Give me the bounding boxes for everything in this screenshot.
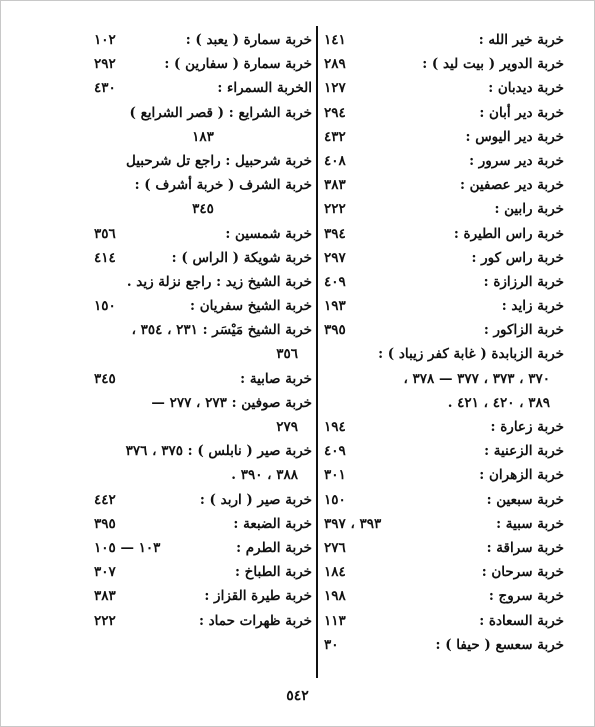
entry-name: خربة سبية : bbox=[496, 515, 564, 532]
index-entry bbox=[94, 367, 312, 391]
entry-name: خربة السعادة : bbox=[479, 612, 564, 629]
index-entry bbox=[94, 391, 312, 415]
index-entry bbox=[324, 391, 564, 415]
entry-page-ref: ١٢٧ bbox=[324, 80, 346, 97]
entry-page-ref: ٤٣٠ bbox=[94, 80, 116, 97]
entry-name: خربة صير ( اربد ) : bbox=[199, 491, 312, 508]
entry-name: خربة شرحبيل : راجع تل شرحبيل bbox=[125, 152, 312, 169]
entry-name: خربة سمارة ( سفارين ) : bbox=[164, 56, 312, 73]
index-entry bbox=[324, 488, 564, 512]
entry-name: خربة الشيخ زيد : راجع نزلة زيد . bbox=[126, 273, 312, 290]
index-entry bbox=[324, 367, 564, 391]
entry-name: خربة رابين : bbox=[494, 201, 564, 218]
entry-page-ref: ٣٩٥ bbox=[94, 515, 116, 532]
index-entry bbox=[94, 560, 312, 584]
entry-name: خربة ديدبان : bbox=[488, 80, 564, 97]
entry-name: خربة ظهرات حماد : bbox=[198, 612, 312, 629]
index-entry bbox=[324, 584, 564, 608]
entry-page-ref: ٢٢٢ bbox=[94, 612, 116, 629]
entry-name: خربة راس كور : bbox=[471, 249, 564, 266]
entry-page-ref: ٤١٤ bbox=[94, 249, 116, 266]
entry-name: ٣٤٥ bbox=[192, 201, 214, 218]
entry-name: خربة الرزازة : bbox=[483, 273, 564, 290]
index-entry bbox=[324, 101, 564, 125]
index-entry bbox=[94, 463, 312, 487]
index-entry bbox=[324, 342, 564, 366]
entry-page-ref: ١٥٠ bbox=[94, 298, 116, 315]
entry-name: خربة الشرايع : ( قصر الشرايع ) bbox=[129, 104, 312, 121]
entry-page-ref: ٢٢٢ bbox=[324, 201, 346, 218]
index-entry bbox=[94, 488, 312, 512]
entry-name: خربة صوفين : ٢٧٣ ، ٢٧٧ — bbox=[151, 394, 312, 411]
index-entry bbox=[324, 125, 564, 149]
entry-page-ref: ٢٩٤ bbox=[324, 104, 346, 121]
index-entry bbox=[324, 609, 564, 633]
entry-name: ٣٨٩ ، ٤٢٠ ، ٤٢١ . bbox=[447, 394, 550, 411]
entry-page-ref: ٣٤٥ bbox=[94, 370, 116, 387]
index-entry bbox=[324, 173, 564, 197]
entry-name: خربة الزهران : bbox=[479, 467, 564, 484]
entry-name: الخربة السمراء : bbox=[217, 80, 312, 97]
entry-name: خربة الطباخ : bbox=[234, 564, 312, 581]
entry-page-ref: ١٥٠ bbox=[324, 491, 346, 508]
entry-page-ref: ٤٣٢ bbox=[324, 128, 346, 145]
entry-page-ref: ١٠٢ bbox=[94, 32, 116, 48]
index-entry bbox=[94, 318, 312, 342]
entry-page-ref: ١١٣ bbox=[324, 612, 346, 629]
index-column-right bbox=[324, 28, 564, 657]
entry-name: خربة دير اليوس : bbox=[465, 128, 564, 145]
entry-page-ref: ٤٤٢ bbox=[94, 491, 116, 508]
entry-name: خربة الشيخ سفريان : bbox=[190, 298, 312, 315]
entry-name: خربة سراقة : bbox=[486, 539, 564, 556]
index-entry bbox=[94, 28, 312, 52]
entry-name: خربة صير ( نابلس ) : ٣٧٥ ، ٣٧٦ bbox=[125, 443, 312, 460]
index-entry bbox=[324, 270, 564, 294]
entry-name: ٢٧٩ bbox=[276, 419, 298, 435]
entry-page-ref: ١٩٤ bbox=[324, 419, 346, 435]
entry-page-ref: ٣٥٦ bbox=[94, 225, 116, 242]
entry-page-ref: ٣٠٧ bbox=[94, 564, 116, 581]
index-entry bbox=[94, 584, 312, 608]
entry-name: خربة الشيخ مَيْسَر : ٢٣١ ، ٣٥٤ ، bbox=[131, 322, 312, 339]
entry-page-ref: ٤٠٩ bbox=[324, 273, 346, 290]
entry-name: خربة الزبابدة ( غابة كفر زيباد ) : bbox=[378, 346, 564, 363]
index-entry bbox=[324, 415, 564, 439]
index-entry bbox=[94, 270, 312, 294]
index-entry bbox=[94, 294, 312, 318]
entry-name: خربة شويكة ( الراس ) : bbox=[171, 249, 312, 266]
entry-name: خربة شمسين : bbox=[225, 225, 312, 242]
entry-name: خربة الدوير ( بيت ليد ) : bbox=[422, 56, 564, 73]
entry-page-ref: ١٠٣ — ١٠٥ bbox=[94, 539, 161, 556]
index-entry bbox=[324, 52, 564, 76]
entry-name: خربة الضبعة : bbox=[233, 515, 312, 532]
index-column-left bbox=[94, 28, 312, 633]
entry-page-ref: ٣٩٥ bbox=[324, 322, 346, 339]
index-entry bbox=[324, 197, 564, 221]
index-entry bbox=[94, 125, 312, 149]
entry-page-ref: ٣٨٣ bbox=[324, 177, 346, 194]
entry-name: خربة الشرف ( خربة أشرف ) : bbox=[134, 177, 312, 194]
index-entry bbox=[94, 609, 312, 633]
entry-page-ref: ٢٩٢ bbox=[94, 56, 116, 73]
entry-name: خربة سبعين : bbox=[486, 491, 564, 508]
entry-page-ref: ٢٧٦ bbox=[324, 539, 346, 556]
index-entry bbox=[94, 222, 312, 246]
entry-name: خربة خير الله : bbox=[478, 32, 564, 48]
index-entry bbox=[324, 28, 564, 52]
index-entry bbox=[324, 222, 564, 246]
index-entry bbox=[324, 76, 564, 100]
entry-page-ref: ٢٩٧ bbox=[324, 249, 346, 266]
entry-page-ref: ١٩٣ bbox=[324, 298, 346, 315]
entry-page-ref: ٤٠٨ bbox=[324, 152, 346, 169]
entry-name: خربة طيرة القزاز : bbox=[204, 588, 312, 605]
index-entry bbox=[94, 512, 312, 536]
index-entry bbox=[94, 197, 312, 221]
entry-name: ٣٨٨ ، ٣٩٠ . bbox=[231, 467, 298, 484]
index-entry bbox=[94, 101, 312, 125]
index-entry bbox=[94, 536, 312, 560]
entry-name: خربة زعارة : bbox=[490, 419, 564, 435]
index-entry bbox=[324, 246, 564, 270]
index-entry bbox=[94, 415, 312, 439]
entry-name: خربة الزاكور : bbox=[483, 322, 564, 339]
entry-name: خربة زايد : bbox=[501, 298, 564, 315]
entry-name: خربة سرحان : bbox=[481, 564, 564, 581]
index-entry bbox=[94, 342, 312, 366]
index-entry bbox=[324, 463, 564, 487]
entry-page-ref: ٣٠ bbox=[324, 636, 339, 653]
index-entry bbox=[94, 149, 312, 173]
index-entry bbox=[324, 439, 564, 463]
index-entry bbox=[94, 76, 312, 100]
entry-page-ref: ١٩٨ bbox=[324, 588, 346, 605]
entry-page-ref: ٤٠٩ bbox=[324, 443, 346, 460]
entry-page-ref: ١٤١ bbox=[324, 32, 346, 48]
entry-name: خربة سروج : bbox=[488, 588, 564, 605]
column-divider bbox=[316, 26, 318, 678]
entry-name: خربة دير عصفين : bbox=[459, 177, 564, 194]
index-entry bbox=[94, 246, 312, 270]
entry-page-ref: ٣٩٣ ، ٣٩٧ bbox=[324, 515, 382, 532]
index-entry bbox=[94, 52, 312, 76]
index-entry bbox=[324, 633, 564, 657]
entry-name: ٣٥٦ bbox=[276, 346, 298, 363]
entry-page-ref: ٣٩٤ bbox=[324, 225, 346, 242]
index-entry bbox=[324, 294, 564, 318]
index-entry bbox=[324, 560, 564, 584]
entry-page-ref: ٣٨٣ bbox=[94, 588, 116, 605]
entry-name: خربة سعسع ( حيفا ) : bbox=[435, 636, 564, 653]
index-entry bbox=[324, 536, 564, 560]
entry-name: خربة صابية : bbox=[240, 370, 312, 387]
entry-name: ٣٧٠ ، ٣٧٣ ، ٣٧٧ — ٣٧٨ ، bbox=[403, 370, 550, 387]
index-entry bbox=[94, 173, 312, 197]
index-entry bbox=[324, 149, 564, 173]
index-entry bbox=[94, 439, 312, 463]
entry-name: خربة الطرم : bbox=[236, 539, 312, 556]
index-entry bbox=[324, 512, 564, 536]
entry-name: ١٨٣ bbox=[192, 128, 214, 145]
entry-page-ref: ٣٠١ bbox=[324, 467, 346, 484]
entry-name: خربة دير أبان : bbox=[479, 104, 564, 121]
entry-name: خربة دير سرور : bbox=[469, 152, 564, 169]
entry-page-ref: ١٨٤ bbox=[324, 564, 346, 581]
index-entry bbox=[324, 318, 564, 342]
entry-name: خربة الزعنية : bbox=[484, 443, 564, 460]
entry-page-ref: ٢٨٩ bbox=[324, 56, 346, 73]
page-number: ٥٤٢ bbox=[286, 688, 309, 704]
entry-name: خربة راس الطيرة : bbox=[453, 225, 564, 242]
entry-name: خربة سمارة ( يعبد ) : bbox=[185, 32, 312, 48]
